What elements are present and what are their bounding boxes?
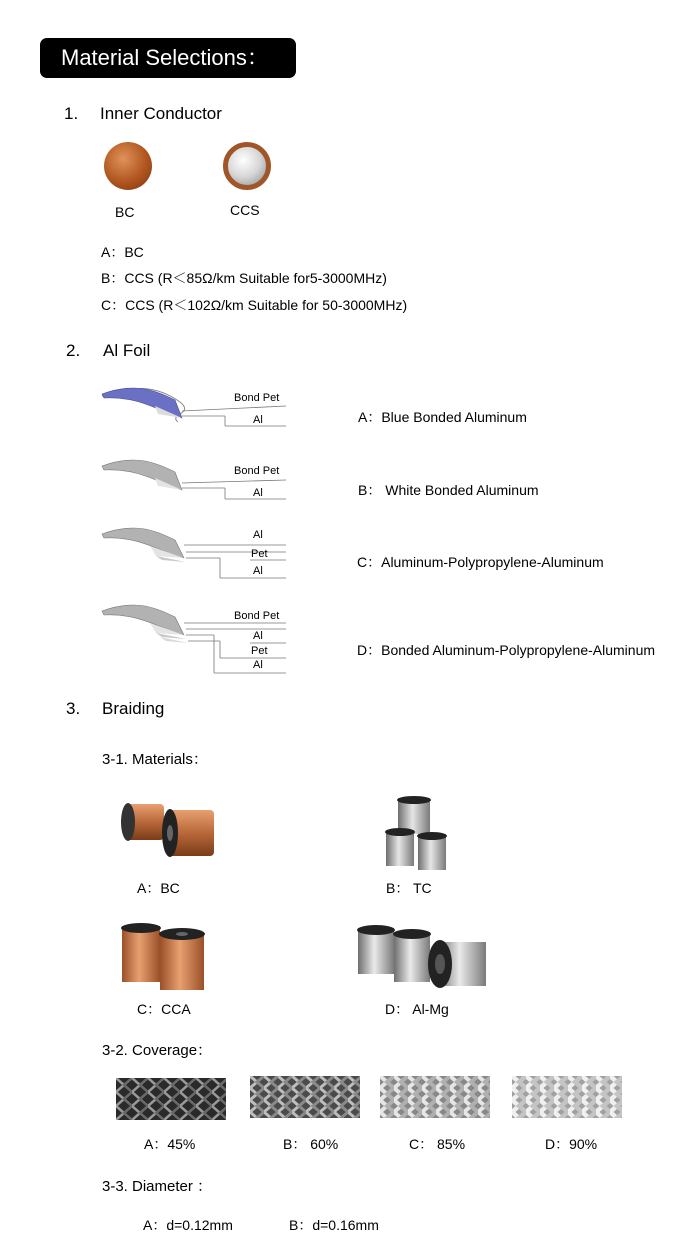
diameter-b-label: B：d=0.16mm xyxy=(289,1217,379,1233)
foil-c-layer-2: Pet xyxy=(251,548,268,560)
tc-spool-image xyxy=(384,796,450,874)
bc-sample-label: BC xyxy=(115,204,135,220)
section-number: 1. xyxy=(64,104,79,123)
coverage-85-braid-image xyxy=(380,1076,490,1118)
foil-a-layer-1: Bond Pet xyxy=(234,392,280,404)
ccs-sample-label: CCS xyxy=(230,202,260,218)
foil-c-layer-1: Al xyxy=(253,529,263,541)
ccs-conductor-sample xyxy=(223,142,271,190)
material-b-label: B： TC xyxy=(386,880,432,896)
diameter-heading: 3-3. Diameter ： xyxy=(102,1178,213,1195)
foil-b-label: B： White Bonded Aluminum xyxy=(358,482,539,498)
al-mg-spool-image xyxy=(356,920,490,1000)
coverage-a-label: A：45% xyxy=(144,1136,196,1152)
conductor-option-b: B：CCS (R＜85Ω/km Suitable for5-3000MHz) xyxy=(101,270,387,286)
material-c-label: C：CCA xyxy=(137,1001,191,1017)
coverage-heading: 3-2. Coverage： xyxy=(102,1042,213,1059)
coverage-90-braid-image xyxy=(512,1076,622,1118)
foil-c-label: C：Aluminum-Polypropylene-Aluminum xyxy=(357,554,604,570)
conductor-option-a: A：BC xyxy=(101,244,144,260)
coverage-c-label: C： 85% xyxy=(409,1136,466,1152)
section-title-inner-conductor: Inner Conductor xyxy=(100,104,222,123)
conductor-option-c: C：CCS (R＜102Ω/km Suitable for 50-3000MHz) xyxy=(101,297,408,313)
foil-d-layer-4: Al xyxy=(253,659,263,671)
foil-b-layer-2: Al xyxy=(253,487,263,499)
material-a-label: A：BC xyxy=(137,880,180,896)
coverage-45-braid-image xyxy=(116,1078,226,1120)
section-number: 2. xyxy=(66,341,81,360)
foil-d-layer-1: Bond Pet xyxy=(234,610,280,622)
material-d-label: D： Al-Mg xyxy=(385,1001,449,1017)
section-number: 3. xyxy=(66,699,81,718)
bc-spool-image xyxy=(120,796,220,864)
bc-conductor-sample xyxy=(104,142,152,190)
coverage-60-braid-image xyxy=(250,1076,360,1118)
section-title-al-foil: Al Foil xyxy=(103,341,151,360)
foil-a-layer-2: Al xyxy=(253,414,263,426)
page-title-banner xyxy=(40,38,296,78)
coverage-b-label: B： 60% xyxy=(283,1136,339,1152)
coverage-d-label: D：90% xyxy=(545,1136,598,1152)
foil-d-label: D：Bonded Aluminum-Polypropylene-Aluminum xyxy=(357,642,656,658)
foil-a-label: A：Blue Bonded Aluminum xyxy=(358,409,527,425)
foil-b-layer-1: Bond Pet xyxy=(234,465,280,477)
foil-d-layer-3: Pet xyxy=(251,645,268,657)
materials-heading: 3-1. Materials： xyxy=(102,751,208,768)
diameter-a-label: A：d=0.12mm xyxy=(143,1217,233,1233)
foil-c-layer-3: Al xyxy=(253,565,263,577)
cca-spool-image xyxy=(120,920,210,992)
foil-d-layer-2: Al xyxy=(253,630,263,642)
page-title: Material Selections： xyxy=(61,45,269,70)
section-title-braiding: Braiding xyxy=(102,699,165,718)
